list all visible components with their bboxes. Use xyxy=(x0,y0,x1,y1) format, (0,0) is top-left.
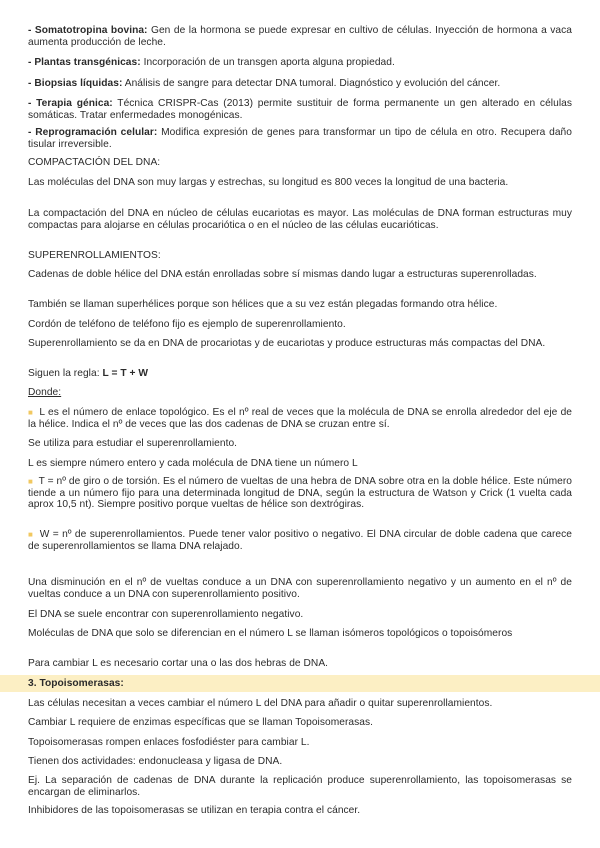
l-definition xyxy=(28,407,572,430)
text: Análisis de sangre para detectar DNA tumoral. Diagnóstico y evolución del cáncer. xyxy=(122,78,501,89)
topo-p1: Las células necesitan a veces cambiar el número L del DNA para añadir o quitar superenrollamientos. xyxy=(28,698,493,709)
term: - Biopsias líquidas: xyxy=(28,78,123,89)
rule-prefix: Siguen la regla: xyxy=(28,368,103,379)
super-p3: Cordón de teléfono de teléfono fijo es ejemplo de superenrollamiento. xyxy=(28,319,346,330)
heading-superenrollamientos: SUPERENROLLAMIENTOS: xyxy=(28,250,161,261)
rule-formula: L = T + W xyxy=(102,368,149,379)
bullet-reprogramacion xyxy=(28,127,572,150)
super-p4: Superenrollamiento se da en DNA de procariotas y de eucariotas y produce estructuras más compactas del DNA. xyxy=(28,338,546,349)
topo-p3: Topoisomerasas rompen enlaces fosfodiéster para cambiar L. xyxy=(28,737,310,748)
topo-p6: Inhibidores de las topoisomerasas se utilizan en terapia contra el cáncer. xyxy=(28,805,361,816)
bullet-terapia xyxy=(28,98,572,121)
term: - Plantas transgénicas: xyxy=(28,57,141,68)
heading-topoisomerasas: 3. Topoisomerasas: xyxy=(28,678,124,689)
heading-compactacion: COMPACTACIÓN DEL DNA: xyxy=(28,157,161,168)
text: Incorporación de un transgen aporta alguna propiedad. xyxy=(140,57,395,68)
text: W = nº de superenrollamientos. Puede tener valor positivo o negativo. El DNA circular de doble cadena que carece de superenrollamientos se llama DNA relajado. xyxy=(28,529,572,552)
topo-p2: Cambiar L requiere de enzimas específicas que se llaman Topoisomerasas. xyxy=(28,717,374,728)
l-integer: L es siempre número entero y cada molécula de DNA tiene un número L xyxy=(28,458,358,469)
text: Técnica CRISPR-Cas (2013) permite sustituir de forma permanente un gen alterado en células somáticas. Tratar enfermedades monogénicas. xyxy=(28,98,572,121)
bullet-plantas xyxy=(28,57,572,69)
super-p2: También se llaman superhélices porque son hélices que a su vez están plegadas formando otra hélice. xyxy=(28,299,498,310)
text: T = nº de giro o de torsión. Es el número de vueltas de una hebra de DNA sobre otra en la doble hélice. Este número tiende a un número fijo para una determinada longitud de DNA, según la estructura de Watson y Crick (1 vuelta cada aprox 10,5 nt). Siempre positivo porque vueltas de hélice son dextrógiras. xyxy=(28,476,572,511)
w-definition xyxy=(28,529,572,552)
super-p5: Una disminución en el nº de vueltas conduce a un DNA con superenrollamiento negativo y un aumento en el nº de vueltas conduce a un DNA con superenrollamiento positivo. xyxy=(28,577,572,600)
compactacion-p2: La compactación del DNA en núcleo de células eucariotas es mayor. Las moléculas de DNA forman estructuras muy compactas para alojarse en células procariótica o en el núcleo de las células eucarióticas. xyxy=(28,208,572,231)
bullet-somatotropina xyxy=(28,25,572,48)
bullet-biopsias xyxy=(28,78,572,90)
topo-p5: Ej. La separación de cadenas de DNA durante la replicación produce superenrollamiento, las topoisomerasas se encargan de eliminarlos. xyxy=(28,775,572,798)
text: Modifica expresión de genes para transformar un tipo de célula en otro. Recupera daño tisular irreversible. xyxy=(28,127,572,150)
square-bullet-icon: ■ xyxy=(28,408,34,417)
term: - Terapia génica: xyxy=(28,98,113,109)
l-use: Se utiliza para estudiar el superenrollamiento. xyxy=(28,438,238,449)
rule-line xyxy=(28,368,572,380)
super-p6: El DNA se suele encontrar con superenrollamiento negativo. xyxy=(28,609,304,620)
square-bullet-icon: ■ xyxy=(28,477,33,486)
term: - Reprogramación celular: xyxy=(28,127,158,138)
text: Gen de la hormona se puede expresar en cultivo de células. Inyección de hormona a vaca aumenta producción de leche. xyxy=(28,25,572,48)
super-p1: Cadenas de doble hélice del DNA están enrolladas sobre sí mismas dando lugar a estructuras superenrolladas. xyxy=(28,269,537,280)
t-definition xyxy=(28,476,572,511)
term: - Somatotropina bovina: xyxy=(28,25,148,36)
topo-p4: Tienen dos actividades: endonucleasa y ligasa de DNA. xyxy=(28,756,283,767)
text: L es el número de enlace topológico. Es el nº real de veces que la molécula de DNA se enrolla alrededor del eje de la hélice. Indica el nº de veces que las dos cadenas de DNA se cruzan entre sí. xyxy=(28,407,572,430)
square-bullet-icon: ■ xyxy=(28,530,34,539)
compactacion-p1: Las moléculas del DNA son muy largas y estrechas, su longitud es 800 veces la longitud de una bacteria. xyxy=(28,177,509,188)
super-p7: Moléculas de DNA que solo se diferencian en el número L se llaman isómeros topológicos o topoisómeros xyxy=(28,628,513,639)
super-p8: Para cambiar L es necesario cortar una o las dos hebras de DNA. xyxy=(28,658,329,669)
donde-label: Donde: xyxy=(28,387,62,398)
